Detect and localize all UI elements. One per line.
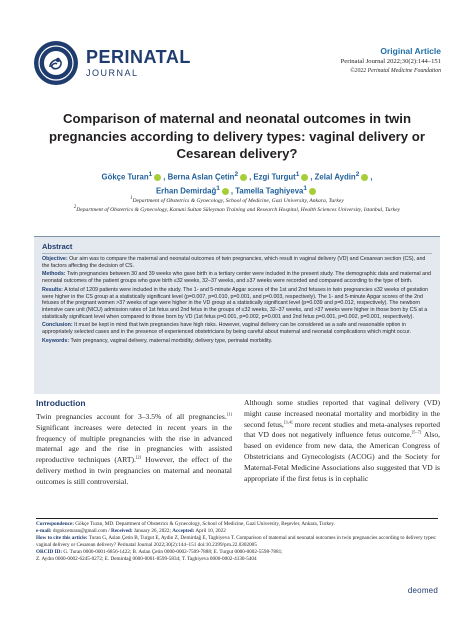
email-link[interactable]: drgokceturan@gmail.com — [51, 528, 107, 534]
abstract-text: It must be kept in mind that twin pregnancies have high risks. However, vaginal delivery can be considered as a safe and reasonable option in appropriately selected cases and in the presence of experienced obstetricians by being careful about maternal and neonatal complications which might occur. — [42, 322, 411, 336]
author-affiliation-sup: 1 — [303, 185, 307, 193]
section-heading-introduction: Introduction — [36, 398, 86, 408]
author-name[interactable]: Zelal Aydin — [314, 172, 356, 182]
abstract-text: Twin pregnancy, vaginal delivery, maternal morbidity, delivery type, perinatal morbidity. — [70, 337, 273, 344]
footer-text: G. Turan 0000-0001-6856-1422; B. Aslan Çetin 0000-0002-7509-7888; E. Turgut 0000-0002-5598-7881; — [62, 549, 283, 555]
footer-label: How to cite this article: — [36, 535, 88, 541]
orcid-icon[interactable] — [222, 188, 229, 195]
orcid-line-2 — [36, 556, 438, 563]
author-affiliation-sup: 1 — [216, 185, 220, 193]
abstract-label: Methods: — [42, 271, 66, 278]
abstract-label: Results: — [42, 286, 63, 293]
article-type-label: Original Article — [380, 46, 441, 56]
author-name[interactable]: Gökçe Turan — [101, 172, 149, 182]
author-name[interactable]: Ezgi Turgut — [253, 172, 296, 182]
footer-text: January 26, 2022; — [132, 528, 171, 534]
footer-label: Received: — [111, 528, 133, 534]
dates-line: e-mail: drgokceturan@gmail.com / Received: January 26, 2022; Accepted: April 10, 2022 — [36, 528, 226, 534]
abstract-text: Our aim was to compare the maternal and neonatal outcomes of twin pregnancies, which result in vaginal delivery (VD) and Cesarean section (CS), and the factors affecting the decision of CS. — [42, 256, 426, 269]
body-column-right — [244, 398, 440, 484]
orcid-icon[interactable] — [154, 174, 161, 181]
body-text: Although some studies reported that vaginal delivery (VD) might cause increased neonatal mortality and morbidity in the second fetus, — [244, 398, 440, 429]
abstract-body — [42, 256, 432, 346]
affiliation-text: Department of Obstetrics & Gynecology, Kanuni Sultan Süleyman Training and Research Hospital, Health Sciences University, Istanbul, Turkey — [76, 206, 401, 213]
body-text: Significant increases were detected in recent years in the frequency of multiple pregnancies with the rise in advanced maternal age and the rise in pregnancies with assisted reproductive techniques (ART). — [36, 422, 232, 465]
footer-label: Accepted: — [172, 528, 195, 534]
body-text: more recent studies and meta-analyses reported that VD does not negatively influence fetus outcome. — [244, 419, 440, 440]
footer-divider — [36, 518, 438, 519]
author-affiliation-sup: 1 — [148, 171, 153, 178]
perinatal-journal-logo — [33, 40, 79, 86]
body-column-left — [36, 412, 232, 488]
footer-text: Turan G, Aslan Çetin B, Turgut E, Aydin Z, Demirdağ E, Taghiyeva T. Comparison of maternal and neonatal outcomes in twin pregnancies according to delivery types: vaginal delivery or Cesarean delivery? Perinatal Journal 2022;30(2):144–151 doi:10.2399/prn.22.0302005 — [36, 535, 437, 548]
footer-text: Z. Aydın 0000-0002-6245-0272; E. Demirdağ 0000-0001-8599-5834; T. Taghiyeva 0000-0002-4130-5404 — [36, 556, 257, 562]
footer-text: Gökçe Turan, MD. Department of Obstetrics & Gynecology, School of Medicine, Gazi University, Beşevler, Ankara, Turkey. — [73, 521, 335, 527]
orcid-line — [36, 549, 438, 556]
orcid-icon[interactable] — [361, 174, 368, 181]
footer-label: ORCID ID: — [36, 549, 63, 555]
affiliation-sup: 1 — [130, 196, 133, 201]
footer-text: April 10, 2022 — [194, 528, 226, 534]
journal-name: PERINATAL — [86, 47, 191, 67]
affiliation-2 — [60, 204, 414, 214]
abstract-label: Conclusion: — [42, 322, 73, 329]
abstract-objective — [42, 256, 432, 269]
abstract-heading: Abstract — [42, 242, 73, 251]
journal-subtitle: JOURNAL — [86, 68, 139, 78]
abstract-text: Twin pregnancies between 30 and 39 weeks who gave birth in a tertiary center were included in the present study. The demographic data and maternal and neonatal outcomes of the patient groups who gave birth ≤32 weeks, 32–37 weeks, and ≥37 weeks were recorded and compared according to the type of birth. — [42, 271, 431, 285]
abstract-conclusion — [42, 322, 432, 335]
reference-link[interactable]: [1] — [226, 411, 232, 417]
author-affiliation-sup: 1 — [295, 171, 300, 178]
author-name[interactable]: Erhan Demirdağ — [155, 186, 217, 196]
article-footer — [36, 521, 438, 563]
abstract-divider — [42, 253, 432, 254]
footer-label: Correspondence: — [36, 521, 74, 527]
orcid-icon[interactable] — [240, 174, 247, 181]
footer-label: e-mail: — [36, 528, 52, 534]
author-name[interactable]: Tamella Taghiyeva — [235, 186, 304, 196]
affiliation-sup: 2 — [73, 205, 77, 210]
copyright-notice: ©2022 Perinatal Medicine Foundation — [350, 68, 441, 74]
abstract-label: Keywords: — [42, 337, 70, 344]
abstract-text: A total of 1209 patients were included in the study. The 1- and 5-minute Apgar scores of the 1st and 2nd fetuses in twin pregnancies ≤32 weeks of gestation were higher in the CS group at a statistically significant level (p=0.007, p=0.010, p=0.001, and p=0.003, respectively). The 1- and 5-minute Apgar scores of the 2nd fetuses of the pregnant women >37 weeks of age were higher in the VD group at a statistically significant level (p=0.039 and p=0.012, respectively). The newborn intensive care unit (NICU) admission rates of 1st fetus and 2nd fetus in the groups of ≤32 weeks, 32–37 weeks, and >37 weeks were higher in those born by CS at a statistically significant level when compared to those born by VD (1st fetus p=0.001, p=0.002, p=0.001 and 2nd fetus p=0.001, p=0.002, p=0.001, respectively). — [42, 286, 429, 320]
journal-citation: Perinatal Journal 2022;30(2):144–151 — [340, 58, 441, 65]
article-title: Comparison of maternal and neonatal outcomes in twin pregnancies according to delivery types: vaginal delivery or Cesarean delivery? — [49, 111, 425, 161]
reference-link[interactable]: [5–7] — [411, 429, 422, 435]
body-text: Also, based on evidence from new data, the American Congress of Obstetricians and Gynecologists (ACOG) and the Society for Maternal-Fetal Medicine Associations also suggested that VD is appropriate if the first fetus is in cephalic — [244, 430, 440, 483]
abstract-methods — [42, 271, 432, 284]
affiliation-text: Department of Obstetrics & Gynecology, School of Medicine, Gazi University, Ankara, Turkey — [132, 197, 344, 204]
author-affiliation-sup: 2 — [355, 171, 360, 178]
abstract-box — [34, 236, 440, 394]
reference-link[interactable]: [3,4] — [283, 419, 293, 425]
author-list: Gökçe Turan$^1$ , Berna Aslan Çetin$^2$ , Ezgi Turgut$^1$ , Zelal Aydin$^2$ , Erhan Demirdağ$^1$ , Tamella Taghiyeva$^1$ — [101, 171, 373, 196]
orcid-icon[interactable] — [309, 188, 316, 195]
correspondence-line — [36, 521, 438, 528]
publisher-logo: deomed — [407, 586, 438, 595]
abstract-results — [42, 287, 432, 321]
orcid-icon[interactable] — [301, 174, 308, 181]
how-to-cite — [36, 535, 438, 549]
author-name[interactable]: Berna Aslan Çetin — [167, 172, 235, 182]
body-text: Twin pregnancies account for 3–3.5% of all pregnancies. — [36, 412, 227, 421]
abstract-keywords — [42, 338, 432, 345]
body-text: However, the effect of the delivery method in twin pregnancies on maternal and neonatal outcomes is still controversial. — [36, 455, 232, 486]
author-affiliation-sup: 2 — [234, 171, 239, 178]
abstract-label: Objective: — [42, 256, 68, 262]
reference-link[interactable]: [2] — [135, 454, 142, 460]
